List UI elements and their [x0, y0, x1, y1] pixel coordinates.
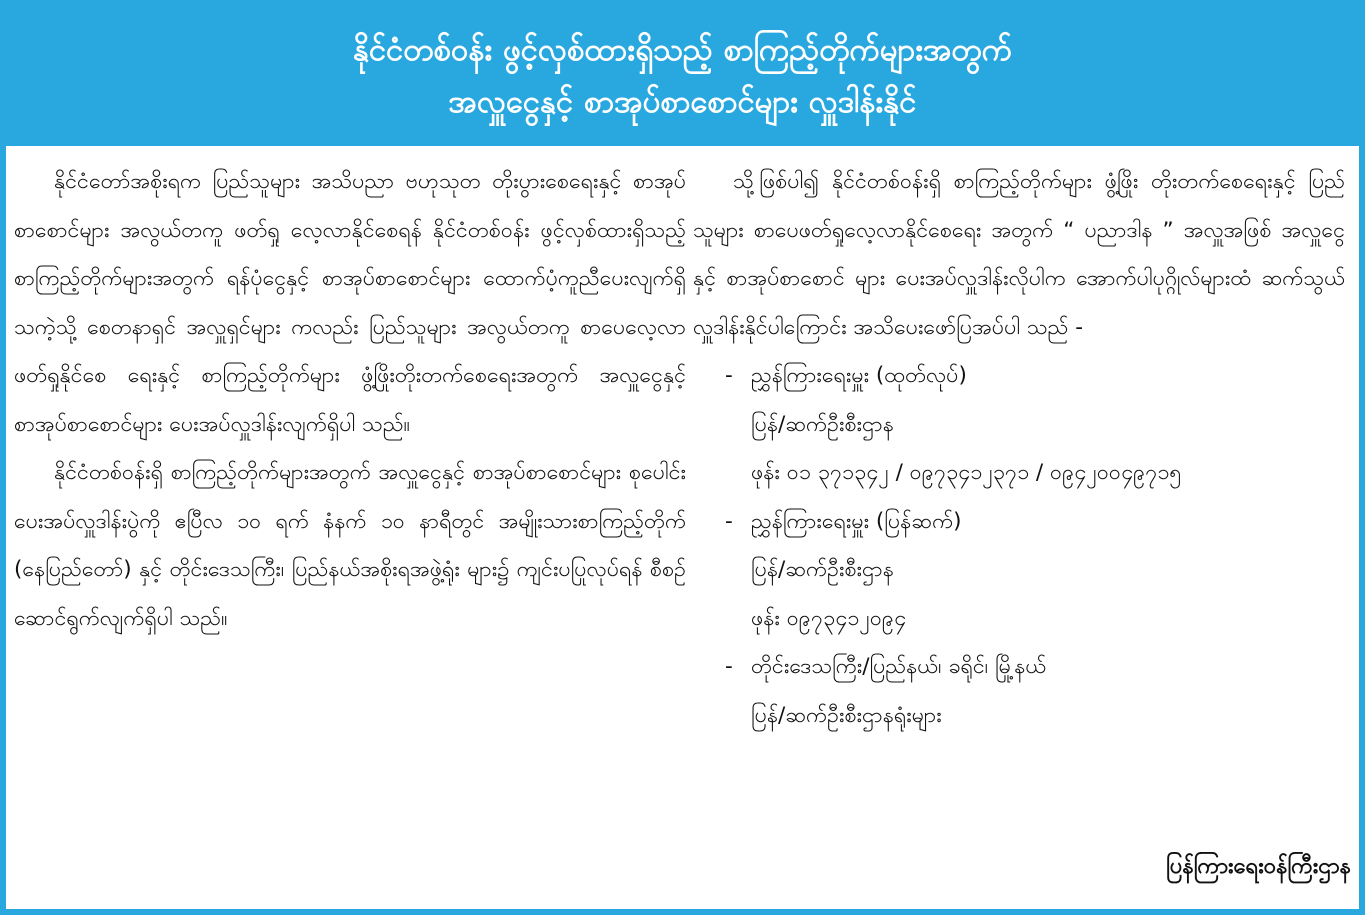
- right-paragraph-1: သို့ဖြစ်ပါ၍ နိုင်ငံတစ်ဝန်းရှိ စာကြည့်တိုက်များ ဖွံ့ဖြိုး တိုးတက်စေရေးနှင့် ပြည်သူများ စာပေဖတ်ရှုလေ့လာနိုင်စေရေး အတွက် “ ပညာဒါန ” အလှူအဖြစ် အလှူငွေနှင့် စာအုပ်စာစောင် များ ပေးအပ်လှူဒါန်းလိုပါက အောက်ပါပုဂ္ဂိုလ်များထံ ဆက်သွယ်လှူဒါန်းနိုင်ပါကြောင်း အသိပေးဖော်ပြအပ်ပါ သည် -: [693, 169, 1345, 340]
- bullet-dash: -: [725, 654, 733, 679]
- title-line-1: နိုင်ငံတစ်ဝန်း ဖွင့်လှစ်ထားရှိသည့် စာကြည့်တိုက်များအတွက်: [352, 32, 1013, 68]
- contact-phone: ဖုန်း ၀၉၇၃၄၁၂၀၉၄: [751, 605, 907, 631]
- left-column: [14, 158, 686, 643]
- signature-ministry: ပြန်ကြားရေးဝန်ကြီးဌာန: [1166, 854, 1351, 879]
- left-paragraph-2: နိုင်ငံတစ်ဝန်းရှိ စာကြည့်တိုက်များအတွက် အလှူငွေနှင့် စာအုပ်စာစောင်များ စုပေါင်းပေးအပ်လှူဒါန်းပွဲကို ဧပြီလ ၁၀ ရက် နံနက် ၁၀ နာရီတွင် အမျိုးသားစာကြည့်တိုက် (နေပြည်တော်) နှင့် တိုင်းဒေသကြီး၊ ပြည်နယ်အစိုးရအဖွဲ့ရုံး များ၌ ကျင်းပပြုလုပ်ရန် စီစဉ်ဆောင်ရွက်လျက်ရှိပါ သည်။: [14, 460, 686, 631]
- contact-item-1: [693, 352, 1345, 498]
- contact-department: ပြန်/ဆက်ဦးစီးဌာန: [751, 557, 894, 582]
- bullet-dash: -: [725, 508, 733, 534]
- right-column: [693, 158, 1345, 740]
- contact-department: ပြန်/ဆက်ဦးစီးဌာနရုံးများ: [751, 702, 942, 728]
- contact-department: ပြန်/ဆက်ဦးစီးဌာန: [751, 411, 894, 437]
- contact-phone: ဖုန်း ၀၁ ၃၇၁၃၄၂ / ၀၉၇၃၄၁၂၃၇၁ / ၀၉၄၂၀၀၄၉၇၁၅: [751, 460, 1182, 485]
- contact-item-2: [693, 498, 1345, 644]
- title-banner: [6, 6, 1359, 146]
- contact-office: ညွှန်ကြားရေးမှူး (ထုတ်လုပ်): [751, 363, 967, 388]
- bullet-dash: -: [725, 363, 733, 388]
- left-paragraph-1: နိုင်ငံတော်အစိုးရက ပြည်သူများ အသိပညာ ဗဟုသုတ တိုးပွားစေရေးနှင့် စာအုပ်စာစောင်များ အလွယ်တကူ ဖတ်ရှု လေ့လာနိုင်စေရန် နိုင်ငံတစ်ဝန်း ဖွင့်လှစ်ထားရှိသည့် စာကြည့်တိုက်များအတွက် ရန်ပုံငွေနှင့် စာအုပ်စာစောင်များ ထောက်ပံ့ကူညီပေးလျက်ရှိသကဲ့သို့ စေတနာရှင် အလှူရှင်များ ကလည်း ပြည်သူများ အလွယ်တကူ စာပေလေ့လာဖတ်ရှုနိုင်စေ ရေးနှင့် စာကြည့်တိုက်များ ဖွံ့ဖြိုးတိုးတက်စေရေးအတွက် အလှူငွေနှင့် စာအုပ်စာစောင်များ ပေးအပ်လှူဒါန်းလျက်ရှိပါ သည်။: [14, 169, 686, 437]
- contact-office: ညွှန်ကြားရေးမှူး (ပြန်ဆက်): [751, 508, 962, 534]
- contact-office: တိုင်းဒေသကြီး/ပြည်နယ်၊ ခရိုင်၊ မြို့နယ်: [751, 654, 1047, 679]
- contact-item-3: [693, 643, 1345, 740]
- title-line-2: အလှူငွေနှင့် စာအုပ်စာစောင်များ လှူဒါန်းနိုင်: [448, 84, 917, 120]
